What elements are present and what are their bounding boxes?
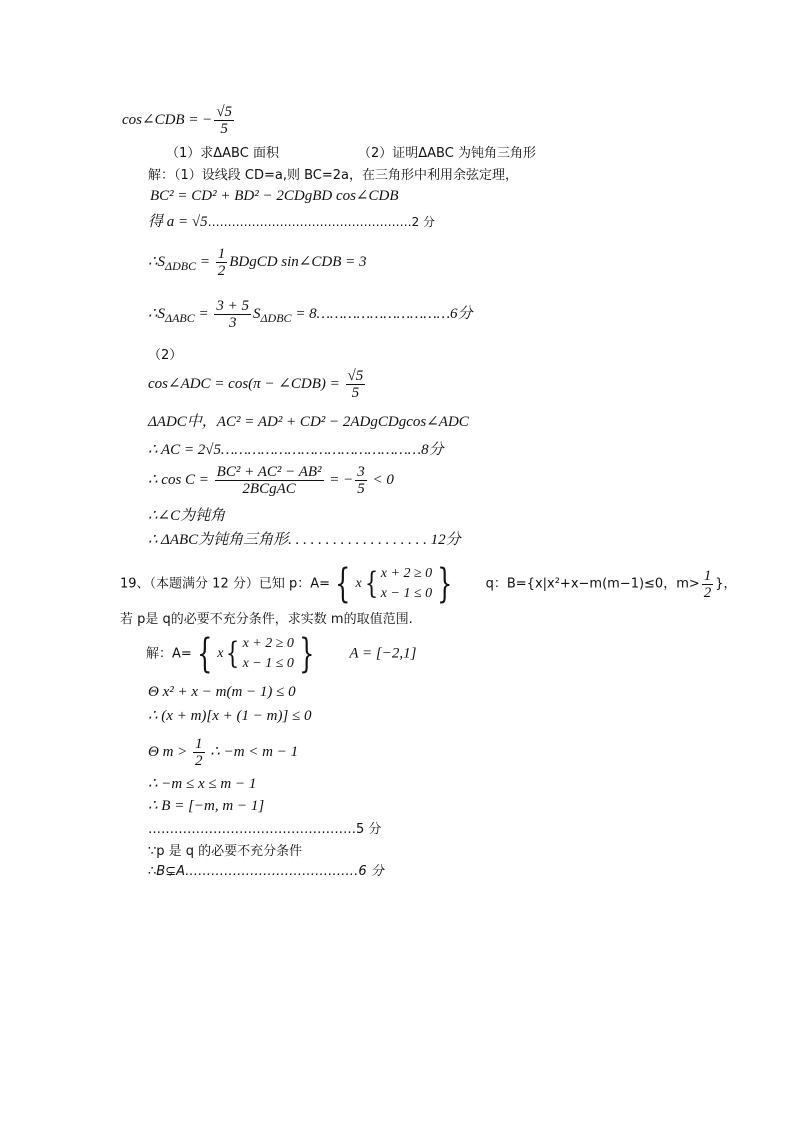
problem-19: 19、（本题满分 12 分）已知 p：A= { x { x + 2 ≥ 0 x − 1 ≤ 0 } q：B={x|x²+x−m(m−1)≤0，m> $\frac{1}{2}$ }，	[120, 561, 737, 607]
inequality-1: Θ x² + x − m(m − 1) ≤ 0	[148, 684, 296, 700]
part-2-label: （2）	[148, 348, 183, 363]
area-abc: $\therefore S_{\Delta ABC}$ = $\frac{3 + 5}{3}$ $S_{\Delta DBC}$ = 8…………………………6分	[148, 298, 473, 331]
x-range: ∴ −m ≤ x ≤ m − 1	[148, 776, 257, 792]
m-condition: Θ m > $\frac{1}{2}$ ∴ −m < m − 1	[148, 736, 299, 769]
ac-value: ∴ AC = 2√5………………………………………8分	[148, 442, 444, 458]
problem-19-condition: 若 p是 q的必要不充分条件，求实数 m的取值范围.	[120, 612, 413, 627]
solution-intro: 解：（1）设线段 CD=a,则 BC=2a，在三角形中利用余弦定理，	[148, 168, 519, 183]
line-cos-cdb: cos∠CDB = − $\frac{√5}{5}$	[122, 104, 233, 137]
score-5: …………………………………………5 分	[148, 822, 382, 837]
necessary-condition: ∵p 是 q 的必要不充分条件	[148, 844, 303, 859]
cos-c: ∴ cos C = $\frac{\text{BC² + AC² − AB²}}{\text{2BCgAC}}$ = − $\frac{3}{5}$ < 0	[148, 464, 394, 497]
cosine-law-bc: BC² = CD² + BD² − 2CDgBD cos∠CDB	[150, 188, 399, 204]
set-b: ∴ B = [−m, m − 1]	[148, 798, 265, 814]
question-parts	[166, 146, 536, 162]
cosine-law-ac: ΔADC中，AC² = AD² + CD² − 2ADgCDgcos∠ADC	[148, 414, 469, 430]
triangle-obtuse: ∴ ΔABC为钝角三角形. . . . . . . . . . . . . . . . . . . 12分	[148, 532, 461, 548]
score-6: ∴B⊊A.…………………………………6 分	[148, 864, 384, 879]
cos-adc: cos∠ADC = cos(π − ∠CDB) = $\frac{√5}{5}$	[148, 368, 364, 401]
area-dbc: $\therefore S_{\Delta DBC}$ = $\frac{1}{2}$ BDgCD sin∠CDB = 3	[148, 246, 367, 279]
inequality-factored: ∴ (x + m)[x + (1 − m)] ≤ 0	[148, 708, 312, 724]
angle-c-obtuse: ∴∠C为钝角	[148, 508, 226, 524]
line-a-value: 得 a = √5……………………………………………2 分	[148, 214, 436, 230]
solution-set-a: 解：A= { x { x + 2 ≥ 0 x − 1 ≤ 0 } A = [−2,1]	[146, 631, 417, 677]
question-1: （1）求ΔABC 面积	[166, 146, 279, 161]
question-2: （2）证明ΔABC 为钝角三角形	[358, 146, 536, 161]
